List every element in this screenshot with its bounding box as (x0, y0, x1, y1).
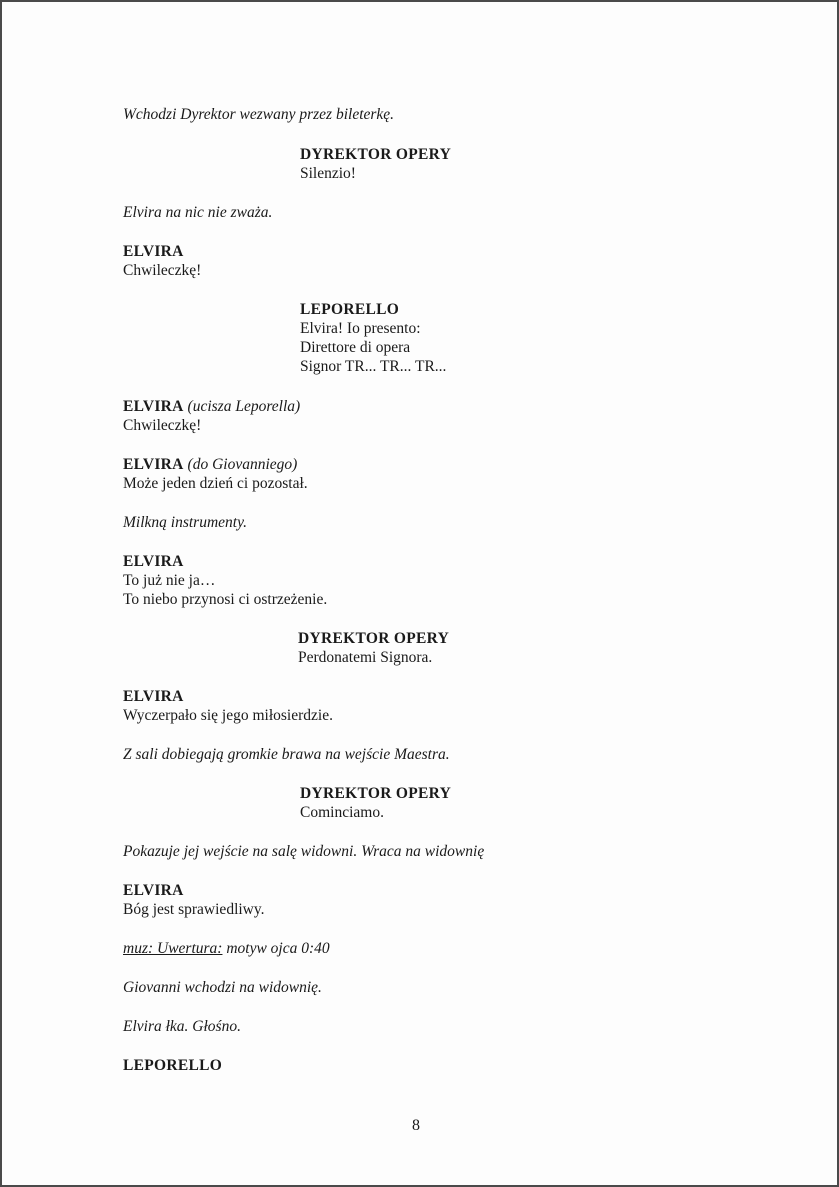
character-heading (123, 397, 300, 417)
character-name: DYREKTOR OPERY (300, 785, 452, 802)
dialogue-line: Elvira! Io presento: (300, 320, 421, 337)
character-name: DYREKTOR OPERY (300, 146, 452, 163)
stage-direction: Milkną instrumenty. (123, 514, 247, 531)
dialogue-line: To już nie ja… (123, 572, 216, 589)
dialogue-line: Direttore di opera (300, 339, 411, 356)
stage-direction: Pokazuje jej wejście na salę widowni. Wraca na widownię (123, 843, 485, 860)
music-cue-detail: motyw ojca 0:40 (226, 940, 330, 957)
music-cue-label: muz: Uwertura: (123, 940, 223, 957)
parenthetical: (ucisza Leporella) (187, 398, 301, 415)
dialogue-line: Chwileczkę! (123, 417, 202, 434)
character-name: ELVIRA (123, 882, 184, 899)
stage-direction: Z sali dobiegają gromkie brawa na wejście Maestra. (123, 746, 450, 763)
character-name: ELVIRA (123, 243, 184, 260)
character-name: LEPORELLO (123, 1057, 223, 1074)
dialogue-line: Perdonatemi Signora. (298, 649, 433, 666)
character-name: ELVIRA (123, 553, 184, 570)
character-name: ELVIRA (123, 456, 184, 473)
dialogue-line: Silenzio! (300, 165, 356, 182)
stage-direction: Elvira na nic nie zważa. (123, 204, 273, 221)
parenthetical: (do Giovanniego) (187, 456, 298, 473)
character-name: ELVIRA (123, 688, 184, 705)
dialogue-line: Cominciamo. (300, 804, 384, 821)
stage-direction: Wchodzi Dyrektor wezwany przez bileterkę. (123, 106, 395, 123)
character-name: LEPORELLO (300, 301, 400, 318)
character-name: ELVIRA (123, 398, 184, 415)
page-number: 8 (412, 1117, 420, 1134)
dialogue-line: Signor TR... TR... TR... (300, 358, 447, 375)
character-heading (123, 455, 297, 475)
music-cue (123, 939, 330, 959)
dialogue-line: Wyczerpało się jego miłosierdzie. (123, 707, 333, 724)
dialogue-line: Może jeden dzień ci pozostał. (123, 475, 308, 492)
stage-direction: Giovanni wchodzi na widownię. (123, 979, 322, 996)
dialogue-line: Chwileczkę! (123, 262, 202, 279)
stage-direction: Elvira łka. Głośno. (123, 1018, 241, 1035)
dialogue-line: To niebo przynosi ci ostrzeżenie. (123, 591, 328, 608)
dialogue-line: Bóg jest sprawiedliwy. (123, 901, 265, 918)
character-name: DYREKTOR OPERY (298, 630, 450, 647)
